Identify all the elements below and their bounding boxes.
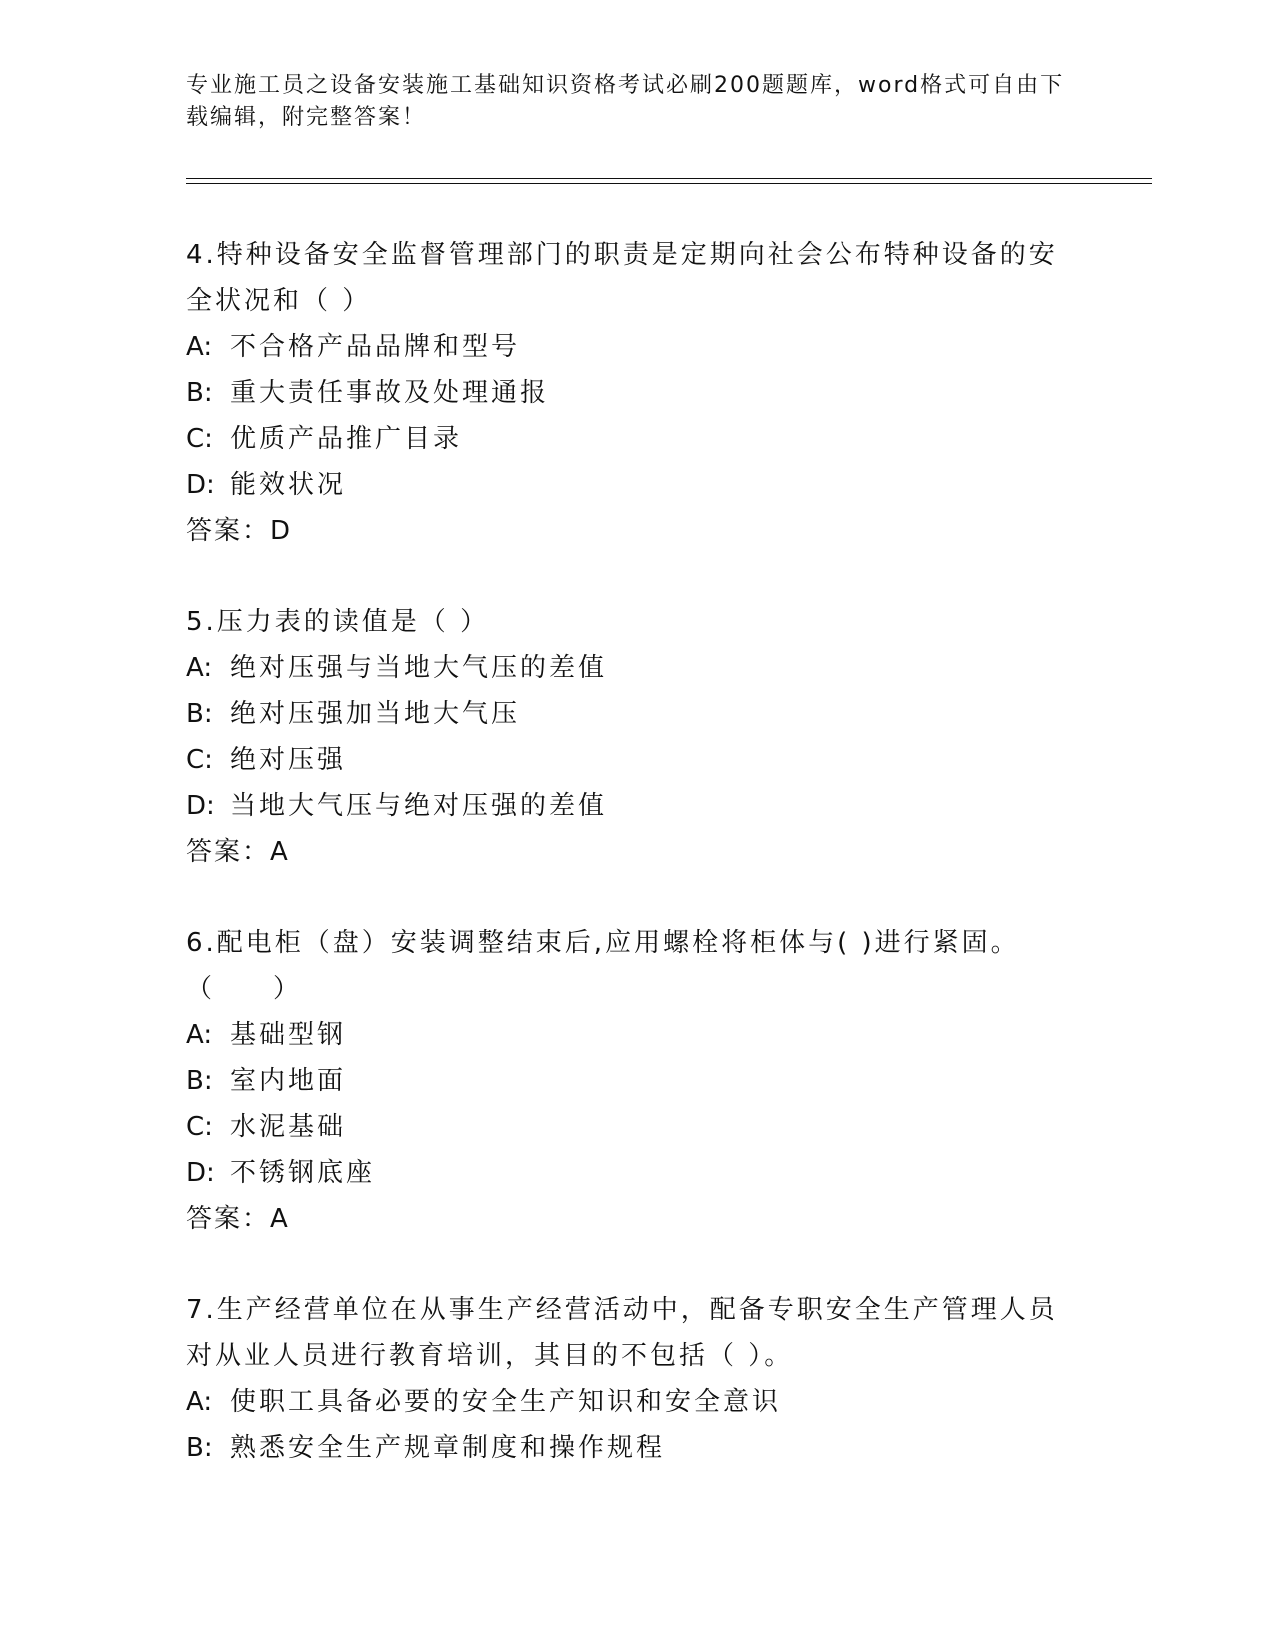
option-text: 当地大气压与绝对压强的差值 [230,791,608,821]
question-4 [186,232,1066,554]
option-letter: C: [186,424,213,454]
option-b [186,691,1066,737]
option-letter: B: [186,1433,213,1463]
option-text: 使职工具备必要的安全生产知识和安全意识 [230,1387,782,1417]
option-letter: D: [186,1158,215,1188]
header-rule-bottom [186,183,1152,184]
answer-line: 答案：A [186,837,290,867]
option-text: 重大责任事故及处理通报 [230,378,550,408]
option-a [186,1012,1066,1058]
header-rule-top [186,178,1152,179]
option-b [186,370,1066,416]
question-stem: 5.压力表的读值是（ ） [186,607,490,637]
header-text: 专业施工员之设备安装施工基础知识资格考试必刷200题题库，word格式可自由下载编辑，附完整答案！ [186,73,1065,130]
option-letter: C: [186,745,213,775]
option-c [186,737,1066,783]
option-a [186,1379,1066,1425]
option-text: 绝对压强与当地大气压的差值 [230,653,608,683]
option-c [186,1104,1066,1150]
option-text: 能效状况 [230,470,347,500]
question-list [186,232,1066,1516]
option-b [186,1425,1066,1471]
question-stem: 6.配电柜（盘）安装调整结束后,应用螺栓将柜体与( )进行紧固。（ ） [186,928,1020,1004]
answer-line: 答案：A [186,1204,290,1234]
answer-line: 答案：D [186,516,293,546]
option-letter: A: [186,653,213,683]
option-letter: C: [186,1112,213,1142]
option-text: 基础型钢 [230,1020,347,1050]
option-d [186,783,1066,829]
option-text: 熟悉安全生产规章制度和操作规程 [230,1433,666,1463]
option-c [186,416,1066,462]
document-header [186,70,1066,134]
question-stem: 4.特种设备安全监督管理部门的职责是定期向社会公布特种设备的安全状况和（ ） [186,240,1058,316]
option-letter: D: [186,791,215,821]
option-text: 优质产品推广目录 [230,424,463,454]
option-text: 不合格产品品牌和型号 [230,332,521,362]
question-5 [186,599,1066,875]
option-d [186,1150,1066,1196]
question-6 [186,920,1066,1242]
question-7 [186,1287,1066,1471]
option-text: 不锈钢底座 [230,1158,376,1188]
option-letter: B: [186,1066,213,1096]
question-stem: 7.生产经营单位在从事生产经营活动中，配备专职安全生产管理人员对从业人员进行教育培训，其目的不包括（ ）。 [186,1295,1058,1371]
option-letter: A: [186,1020,213,1050]
option-a [186,645,1066,691]
option-letter: A: [186,332,213,362]
option-text: 水泥基础 [230,1112,347,1142]
option-letter: B: [186,699,213,729]
option-letter: D: [186,470,215,500]
option-letter: B: [186,378,213,408]
option-text: 绝对压强加当地大气压 [230,699,521,729]
option-letter: A: [186,1387,213,1417]
option-b [186,1058,1066,1104]
option-text: 室内地面 [230,1066,347,1096]
option-text: 绝对压强 [230,745,347,775]
option-d [186,462,1066,508]
option-a [186,324,1066,370]
